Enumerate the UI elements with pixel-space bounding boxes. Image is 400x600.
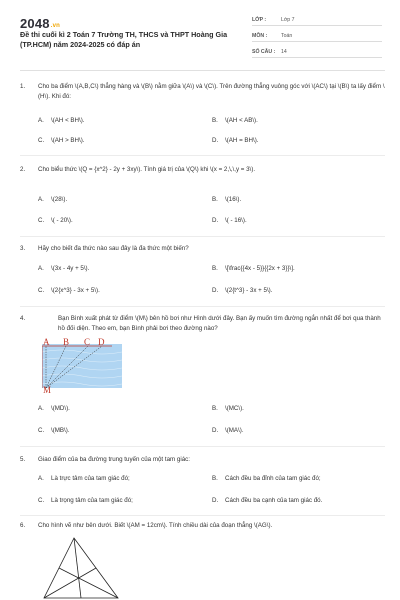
option-a[interactable]: A. \(AH < BH\). — [38, 117, 85, 124]
option-b[interactable]: B. \(MC\). — [212, 405, 244, 412]
question-number: 1. — [20, 83, 26, 90]
option-b[interactable]: B. \(AH < AB\). — [212, 117, 258, 124]
option-a[interactable]: A. \(MD\). — [38, 405, 70, 412]
logo-text: 2048 — [20, 16, 50, 31]
option-c[interactable]: C. \( - 20\). — [38, 217, 73, 224]
exam-meta — [252, 14, 382, 62]
option-c[interactable]: C. \(2{x^3} - 3x + 5\). — [38, 287, 100, 294]
label-c: C — [84, 338, 91, 347]
question-number: 5. — [20, 456, 26, 463]
option-a[interactable]: A. Là trực tâm của tam giác đó; — [38, 475, 130, 482]
question-number: 3. — [20, 245, 26, 252]
option-a[interactable]: A. \(3x - 4y + 5\). — [38, 265, 90, 272]
meta-value: Lớp 7 — [281, 16, 295, 23]
meta-row-subject — [252, 30, 382, 42]
median-am — [74, 538, 81, 598]
question-stem: Cho biểu thức \(Q = {x^2} - 2y + 3xy\). Tính giá trị của \(Q\) khi \(x = 2,\,\,y = 3\). — [38, 166, 256, 173]
triangle — [44, 538, 118, 598]
option-d[interactable]: D. Cách đều ba cạnh của tam giác đó. — [212, 497, 323, 504]
meta-key: SỐ CÂU : — [252, 48, 276, 55]
question-stem: Bạn Bình xuất phát từ điểm \(M\) bên hồ bơi như Hình dưới đây. Bạn ấy muốn tìm đường ngắn nhất để bơi qua thành hồ đối diện. Theo em, bạn Bình phải bơi theo đường nào? — [58, 315, 381, 332]
meta-value: Toán — [281, 32, 293, 39]
pool-figure — [42, 338, 122, 394]
question-1 — [20, 82, 385, 101]
question-stem: Cho hình vẽ như bên dưới. Biết \(AM = 12cm\). Tính chiều dài của đoạn thẳng \(AG\). — [38, 522, 273, 529]
option-b[interactable]: B. \(16\). — [212, 196, 242, 203]
question-number: 6. — [20, 522, 26, 529]
header-divider — [20, 70, 385, 71]
question-stem: Giao điểm của ba đường trung tuyến của một tam giác: — [38, 456, 190, 463]
question-number: 2. — [20, 166, 26, 173]
label-d: D — [98, 338, 105, 347]
triangle-figure — [40, 536, 120, 600]
option-c[interactable]: C. \(AH > BH\). — [38, 137, 85, 144]
meta-key: LỚP : — [252, 16, 267, 23]
option-d[interactable]: D. \( - 16\). — [212, 217, 247, 224]
site-logo[interactable] — [20, 16, 60, 31]
question-divider — [20, 236, 385, 237]
label-m: M — [43, 385, 52, 394]
question-divider — [20, 155, 385, 156]
question-2 — [20, 165, 385, 175]
question-stem: Hãy cho biết đa thức nào sau đây là đa thức một biến? — [38, 245, 189, 252]
option-a[interactable]: A. \(28\). — [38, 196, 68, 203]
label-a: A — [43, 338, 50, 347]
meta-value: 14 — [281, 48, 287, 55]
question-number: 4. — [20, 315, 26, 322]
meta-key: MÔN : — [252, 32, 268, 39]
option-d[interactable]: D. \(MA\). — [212, 427, 244, 434]
exam-title: Đề thi cuối kì 2 Toán 7 Trường TH, THCS và THPT Hoàng Gia (TP.HCM) năm 2024-2025 có đáp án — [20, 30, 228, 49]
option-c[interactable]: C. Là trọng tâm của tam giác đó; — [38, 497, 133, 504]
option-d[interactable]: D. \(2{t^3} - 3x + 5\). — [212, 287, 273, 294]
meta-row-class — [252, 14, 382, 26]
question-5 — [20, 455, 385, 465]
option-d[interactable]: D. \(AH = BH\). — [212, 137, 259, 144]
question-divider — [20, 515, 385, 516]
question-divider — [20, 446, 385, 447]
option-b[interactable]: B. \[\frac{{4x - 5}}{{2x + 3}}\]. — [212, 265, 295, 272]
meta-row-count — [252, 46, 382, 58]
question-6 — [20, 521, 385, 531]
label-b: B — [63, 338, 70, 347]
option-b[interactable]: B. Cách đều ba đỉnh của tam giác đó; — [212, 475, 321, 482]
option-c[interactable]: C. \(MB\). — [38, 427, 70, 434]
question-3 — [20, 244, 385, 254]
logo-suffix: .vn — [50, 23, 61, 29]
question-4 — [20, 314, 385, 333]
question-stem: Cho ba điểm \(A,B,C\) thẳng hàng và \(B\) nằm giữa \(A\) và \(C\). Trên đường thẳng vuông góc với \(AC\) tại \(B\) ta lấy điểm \(H\). Khi đó: — [38, 83, 385, 100]
question-divider — [20, 306, 385, 307]
